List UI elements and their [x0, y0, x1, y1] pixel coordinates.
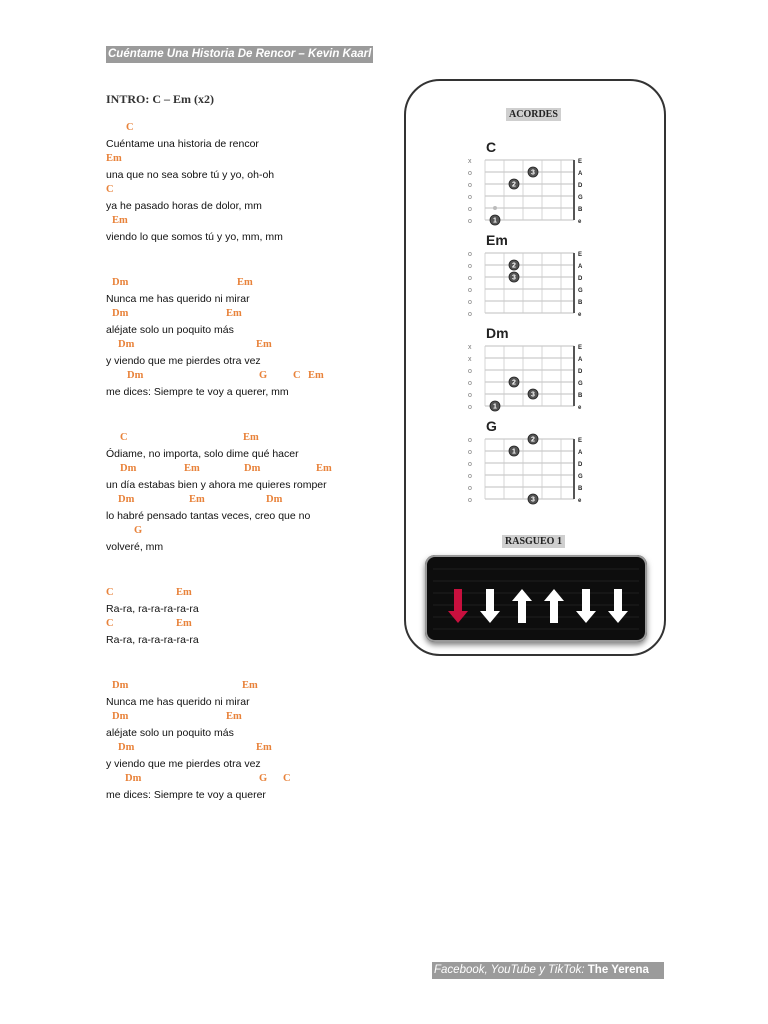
- lyric-line: y viendo que me pierdes otra vez: [106, 354, 261, 367]
- strum-up-arrow-icon: [544, 589, 564, 623]
- chord-line: [106, 710, 396, 726]
- chord-line: [106, 338, 396, 354]
- lyric-line: viendo lo que somos tú y yo, mm, mm: [106, 230, 283, 243]
- chord-name: Dm: [486, 325, 509, 341]
- stanza-gap: [106, 400, 396, 431]
- open-marker: o: [468, 497, 472, 504]
- chord-line: [106, 152, 396, 168]
- chord-symbol: Em: [226, 308, 242, 319]
- open-marker: o: [468, 299, 472, 306]
- lyric-line: Ódiame, no importa, solo dime qué hacer: [106, 447, 299, 460]
- string-name: G: [578, 474, 583, 480]
- string-name: B: [578, 300, 583, 306]
- open-marker: o: [468, 218, 472, 225]
- open-marker: o: [468, 473, 472, 480]
- chord-line: [106, 741, 396, 757]
- chord-symbol: Dm: [112, 711, 129, 722]
- open-marker: x: [468, 344, 472, 351]
- string-name: E: [578, 345, 583, 351]
- string-name: A: [578, 264, 583, 270]
- finger-number: 3: [531, 391, 535, 399]
- string-name: G: [578, 381, 583, 387]
- lyric-line: aléjate solo un poquito más: [106, 323, 234, 336]
- finger-number: 3: [512, 274, 516, 282]
- chord-symbol: Em: [256, 339, 272, 350]
- chord-symbol: G: [259, 370, 268, 381]
- lyric-line: me dices: Siempre te voy a querer, mm: [106, 385, 289, 398]
- open-marker: o: [468, 170, 472, 177]
- chord-symbol: C: [283, 773, 291, 784]
- chord-symbol: Em: [243, 432, 259, 443]
- open-marker: o: [468, 392, 472, 399]
- chord-symbol: Em: [176, 587, 192, 598]
- chord-diagram-em: [468, 232, 583, 318]
- lyric-line: y viendo que me pierdes otra vez: [106, 757, 261, 770]
- chord-symbol: Dm: [120, 463, 137, 474]
- chord-symbol: Dm: [118, 494, 135, 505]
- footer-prefix: Facebook, YouTube y TikTok:: [434, 964, 585, 976]
- lyric-line: Nunca me has querido ni mirar: [106, 292, 250, 305]
- chord-symbol: Em: [316, 463, 332, 474]
- chord-symbol: Em: [176, 618, 192, 629]
- chord-symbol: Em: [184, 463, 200, 474]
- stanza-gap: [106, 245, 396, 276]
- chord-line: [106, 307, 396, 323]
- finger-number: 3: [531, 496, 535, 504]
- string-name: A: [578, 171, 583, 177]
- strum-down-arrow-icon: [608, 589, 628, 623]
- chord-symbol: Dm: [127, 370, 144, 381]
- chord-symbol: Dm: [118, 339, 135, 350]
- strum-pattern: [425, 555, 647, 642]
- chord-line: [106, 431, 396, 447]
- string-name: D: [578, 183, 583, 189]
- open-marker: o: [468, 206, 472, 213]
- open-marker: o: [468, 404, 472, 411]
- open-marker: o: [468, 437, 472, 444]
- strum-heading: RASGUEO 1: [502, 535, 565, 548]
- open-marker: o: [468, 485, 472, 492]
- chord-line: [106, 214, 396, 230]
- lyric-line: me dices: Siempre te voy a querer: [106, 788, 266, 801]
- strum-down-arrow-icon: [576, 589, 596, 623]
- chord-symbol: Em: [189, 494, 205, 505]
- chord-symbol: Dm: [112, 277, 129, 288]
- lyric-line: Nunca me has querido ni mirar: [106, 695, 250, 708]
- chord-diagram-c: [468, 139, 583, 225]
- open-marker: o: [468, 251, 472, 258]
- footer-name: The Yerena: [587, 964, 649, 976]
- chord-line: [106, 276, 396, 292]
- string-name: E: [578, 252, 583, 258]
- string-name: E: [578, 159, 583, 165]
- song-title: Cuéntame Una Historia De Rencor – Kevin Kaarl: [106, 46, 373, 63]
- string-name: D: [578, 276, 583, 282]
- string-name: e: [578, 219, 582, 225]
- chord-symbol: C: [106, 618, 114, 629]
- chord-symbol: C: [293, 370, 301, 381]
- chord-diagrams: [462, 138, 592, 508]
- string-name: e: [578, 498, 582, 504]
- open-marker: o: [468, 449, 472, 456]
- chord-line: [106, 617, 396, 633]
- finger-number: 2: [512, 262, 516, 270]
- open-marker: o: [468, 182, 472, 189]
- string-name: E: [578, 438, 583, 444]
- string-name: G: [578, 288, 583, 294]
- chord-symbol: Em: [226, 711, 242, 722]
- chord-symbol: Em: [256, 742, 272, 753]
- chord-line: [106, 772, 396, 788]
- stanza-gap: [106, 648, 396, 679]
- string-name: B: [578, 486, 583, 492]
- chord-line: [106, 121, 396, 137]
- chord-diagram-g: [468, 418, 583, 504]
- string-name: e: [578, 312, 582, 318]
- chord-symbol: C: [106, 587, 114, 598]
- chord-symbol: Em: [106, 153, 122, 164]
- strum-up-arrow-icon: [512, 589, 532, 623]
- chord-name: Em: [486, 232, 508, 248]
- chord-line: [106, 369, 396, 385]
- chord-symbol: Em: [237, 277, 253, 288]
- chord-symbol: G: [259, 773, 268, 784]
- open-marker: o: [468, 380, 472, 387]
- open-marker: o: [468, 263, 472, 270]
- strum-down-arrow-icon: [480, 589, 500, 623]
- chord-line: [106, 183, 396, 199]
- open-marker: o: [468, 194, 472, 201]
- lyric-line: un día estabas bien y ahora me quieres romper: [106, 478, 327, 491]
- string-name: D: [578, 369, 583, 375]
- chord-line: [106, 586, 396, 602]
- string-name: e: [578, 405, 582, 411]
- finger-number: 3: [531, 169, 535, 177]
- open-marker: o: [468, 311, 472, 318]
- finger-number: 1: [493, 217, 497, 225]
- chord-symbol: G: [134, 525, 143, 536]
- lyric-line: aléjate solo un poquito más: [106, 726, 234, 739]
- string-name: A: [578, 357, 583, 363]
- open-marker: o: [468, 287, 472, 294]
- open-marker: o: [468, 461, 472, 468]
- chord-symbol: Dm: [112, 680, 129, 691]
- intro-line: INTRO: C – Em (x2): [106, 92, 214, 106]
- chord-line: [106, 679, 396, 695]
- chord-line: [106, 524, 396, 540]
- lyric-line: lo habré pensado tantas veces, creo que no: [106, 509, 311, 522]
- chord-symbol: C: [126, 122, 134, 133]
- lyric-line: Ra-ra, ra-ra-ra-ra-ra: [106, 602, 199, 615]
- finger-number: 2: [512, 379, 516, 387]
- strum-down-arrow-icon: [448, 589, 468, 623]
- lyric-line: ya he pasado horas de dolor, mm: [106, 199, 262, 212]
- chord-symbol: Em: [308, 370, 324, 381]
- string-name: G: [578, 195, 583, 201]
- chord-symbol: Em: [112, 215, 128, 226]
- string-name: D: [578, 462, 583, 468]
- chords-heading: ACORDES: [506, 108, 561, 121]
- finger-number: 2: [531, 436, 535, 444]
- chord-symbol: Dm: [266, 494, 283, 505]
- open-marker: o: [468, 275, 472, 282]
- chord-line: [106, 462, 396, 478]
- social-footer: [432, 962, 664, 979]
- song-body: [106, 121, 396, 803]
- finger-number: 1: [493, 403, 497, 411]
- chord-symbol: Em: [242, 680, 258, 691]
- chord-symbol: C: [106, 184, 114, 195]
- lyric-line: Ra-ra, ra-ra-ra-ra-ra: [106, 633, 199, 646]
- chord-symbol: Dm: [125, 773, 142, 784]
- open-marker: o: [468, 368, 472, 375]
- stanza-gap: [106, 555, 396, 586]
- chord-diagram-dm: [468, 325, 583, 411]
- strum-arrows: [425, 555, 647, 642]
- lyric-line: Cuéntame una historia de rencor: [106, 137, 259, 150]
- chord-symbol: Dm: [118, 742, 135, 753]
- open-marker: x: [468, 158, 472, 165]
- chord-symbol: Dm: [244, 463, 261, 474]
- string-name: A: [578, 450, 583, 456]
- chord-name: C: [486, 139, 497, 155]
- chord-symbol: C: [120, 432, 128, 443]
- string-name: B: [578, 207, 583, 213]
- lyric-line: una que no sea sobre tú y yo, oh-oh: [106, 168, 275, 181]
- chord-symbol: Dm: [112, 308, 129, 319]
- finger-number: 2: [512, 181, 516, 189]
- lyric-line: volveré, mm: [106, 540, 164, 553]
- finger-number: 1: [512, 448, 516, 456]
- string-name: B: [578, 393, 583, 399]
- open-marker: x: [468, 356, 472, 363]
- chord-name: G: [486, 418, 497, 434]
- chord-line: [106, 493, 396, 509]
- finger-dot: [493, 206, 497, 210]
